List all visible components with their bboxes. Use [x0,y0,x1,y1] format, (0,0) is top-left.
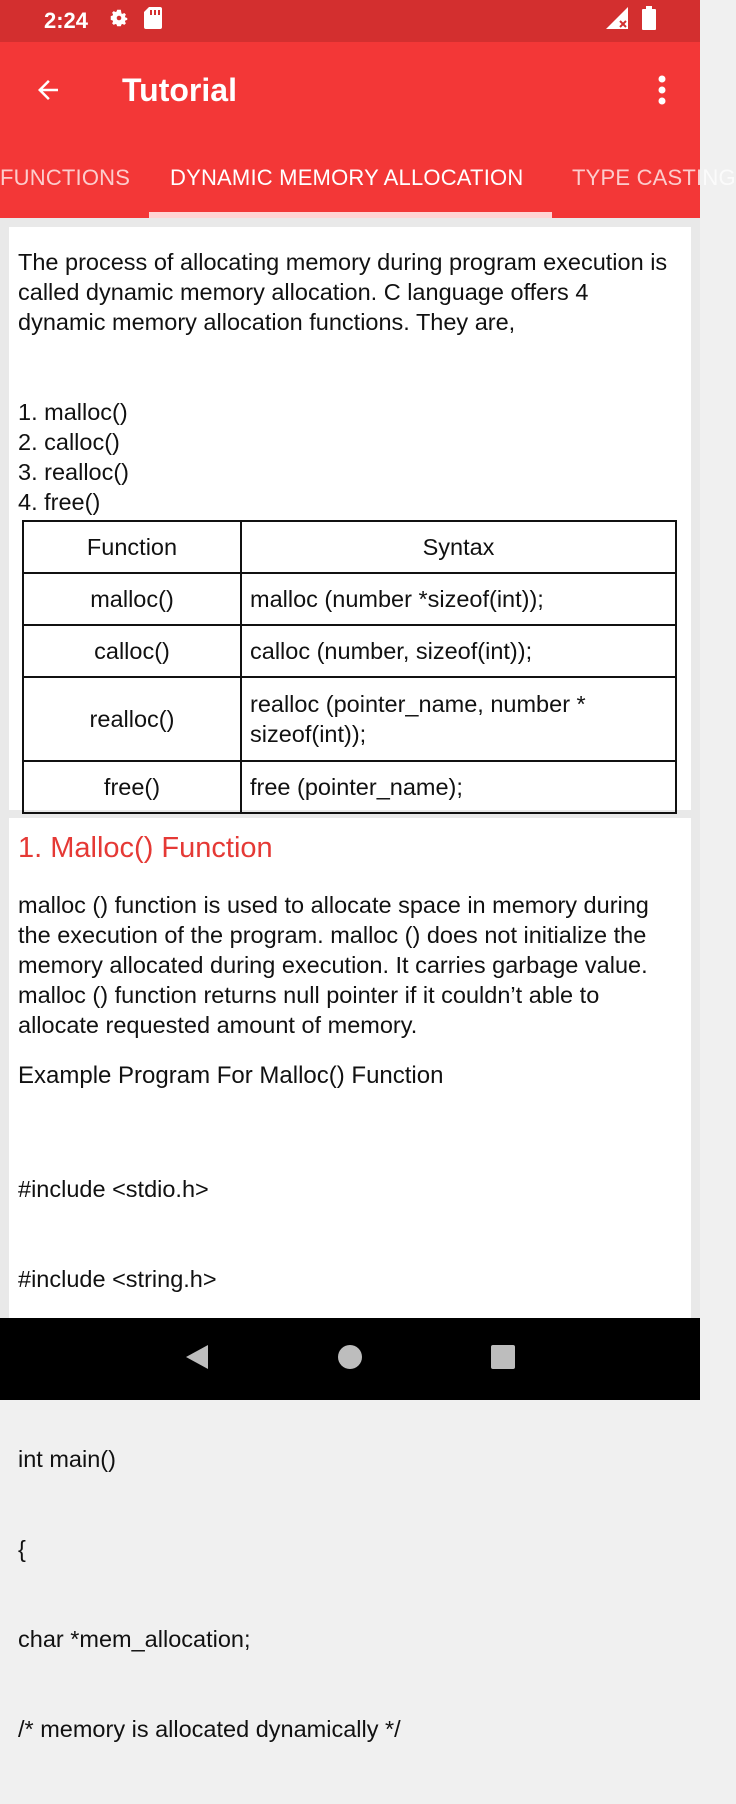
intro-card [9,227,691,810]
tab-functions[interactable]: FUNCTIONS [0,165,131,190]
back-button[interactable] [0,42,96,138]
table-row [23,761,676,813]
list-item: 1. malloc() [18,399,128,425]
table-cell-syntax: calloc (number, sizeof(int)); [241,625,676,677]
list-item: 4. free() [18,489,101,515]
content-scroll[interactable] [0,218,700,1742]
app-bar [0,42,700,138]
arrow-left-icon [33,75,63,105]
table-cell-syntax: realloc (pointer_name, number * sizeof(int)); [241,677,676,761]
table-cell-function: calloc() [23,625,241,677]
code-line: int main() [18,1446,116,1472]
gear-icon [108,7,130,35]
table-cell-function: free() [23,761,241,813]
syntax-table [22,520,677,814]
table-cell-syntax: malloc (number *sizeof(int)); [241,573,676,625]
list-item: 3. realloc() [18,459,130,485]
table-header-syntax: Syntax [241,521,676,573]
tab-bar [0,138,736,218]
list-item: 2. calloc() [18,429,120,455]
triangle-back-icon [184,1343,210,1371]
code-line: char *mem_allocation; [18,1626,251,1652]
table-row [23,573,676,625]
code-block [18,1114,401,1804]
battery-icon [642,6,656,36]
more-vertical-icon [657,74,667,106]
signal-icon [606,7,628,35]
intro-paragraph: The process of allocating memory during program execution is called dynamic memory allocation. C language offers 4 dynamic memory allocation functions. They are, [18,249,668,335]
page-title: Tutorial [122,71,237,108]
function-list [18,397,129,517]
example-heading: Example Program For Malloc() Function [18,1062,444,1089]
nav-home-button[interactable] [337,1344,363,1375]
circle-home-icon [337,1344,363,1370]
code-line: { [18,1536,26,1562]
square-recents-icon [490,1344,516,1370]
malloc-card [9,818,691,1742]
sd-card-icon [144,7,162,35]
code-line: /* memory is allocated dynamically */ [18,1716,401,1742]
nav-recents-button[interactable] [490,1344,516,1375]
system-nav-bar [0,1318,700,1400]
table-cell-function: realloc() [23,677,241,761]
table-header-function: Function [23,521,241,573]
table-row [23,625,676,677]
tab-type-casting[interactable]: TYPE CASTING [572,165,736,190]
table-cell-syntax: free (pointer_name); [241,761,676,813]
nav-back-button[interactable] [184,1343,210,1376]
tab-dynamic-memory-allocation[interactable]: DYNAMIC MEMORY ALLOCATION [170,165,524,190]
status-time: 2:24 [44,8,89,33]
table-header-row [23,521,676,573]
table-row [23,677,676,761]
section-heading: 1. Malloc() Function [18,832,273,864]
section-paragraph: malloc () function is used to allocate space in memory during the execution of the program. malloc () does not initialize the memory allocated during execution. It carries garbage value. malloc () function returns null pointer if it couldn’t able to allocate requested amount of memory. [18,892,649,1038]
table-cell-function: malloc() [23,573,241,625]
code-line: #include <string.h> [18,1266,217,1292]
overflow-menu-button[interactable] [624,42,700,138]
code-line: #include <stdio.h> [18,1176,209,1202]
status-bar [0,0,700,42]
